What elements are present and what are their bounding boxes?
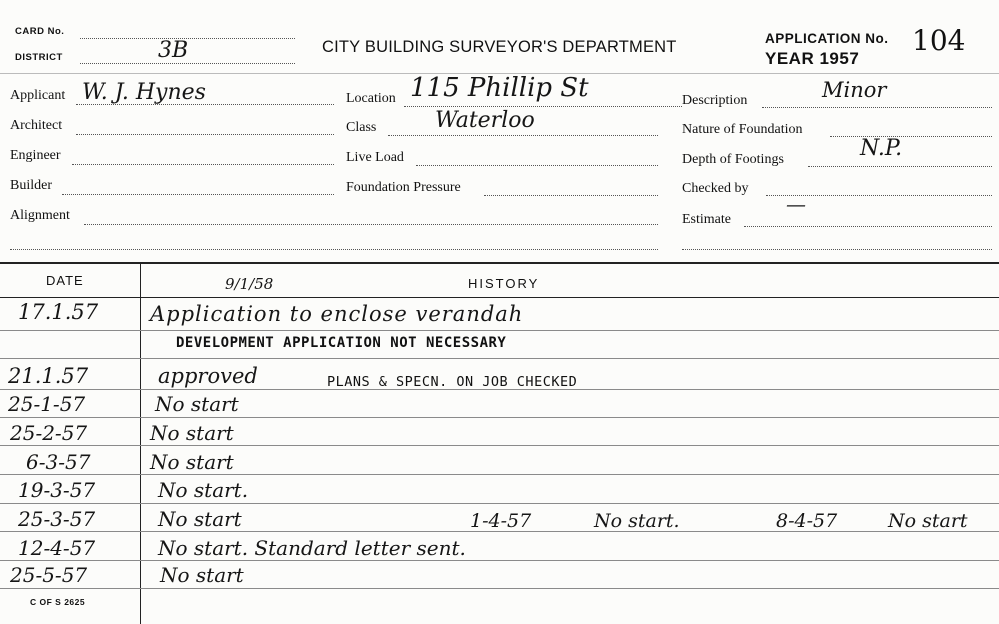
applicant-value: W. J. Hynes xyxy=(82,80,206,105)
checked-by-label: Checked by xyxy=(682,181,749,196)
history-row-date: 25-1-57 xyxy=(8,392,86,416)
department-title: CITY BUILDING SURVEYOR'S DEPARTMENT xyxy=(322,38,677,56)
district-label: DISTRICT xyxy=(15,52,63,63)
nature-of-foundation-label: Nature of Foundation xyxy=(682,122,803,137)
alignment-label: Alignment xyxy=(10,208,70,223)
district-value: 3B xyxy=(158,38,189,63)
history-row-date: 25-2-57 xyxy=(10,421,88,445)
description-label: Description xyxy=(682,93,748,108)
live-load-line xyxy=(416,165,658,166)
nature-of-foundation-line xyxy=(830,136,992,137)
row-rule xyxy=(0,474,999,475)
history-row-entry: No start xyxy=(158,507,242,531)
form-code: C OF S 2625 xyxy=(30,597,86,607)
extra-entry-date: 1-4-57 xyxy=(470,510,532,532)
alignment-line xyxy=(84,224,658,225)
architect-label: Architect xyxy=(10,118,63,133)
history-header-rule xyxy=(0,297,999,298)
blank-line xyxy=(10,249,658,250)
date-column-divider xyxy=(140,262,141,624)
architect-line xyxy=(76,134,334,135)
estimate-line xyxy=(744,226,992,227)
history-header-note: 9/1/58 xyxy=(225,275,274,293)
row-rule xyxy=(0,560,999,561)
district-line xyxy=(80,63,295,64)
class-value: Waterloo xyxy=(435,108,535,133)
blank-line-right xyxy=(682,249,992,250)
history-row-date: 21.1.57 xyxy=(8,364,89,388)
extra-entry-text: No start. xyxy=(594,510,680,532)
estimate-value: — xyxy=(786,192,806,216)
engineer-label: Engineer xyxy=(10,148,61,163)
foundation-pressure-line xyxy=(484,195,658,196)
history-row-date: 6-3-57 xyxy=(26,450,91,474)
date-header: DATE xyxy=(46,273,84,288)
description-value: Minor xyxy=(822,78,887,102)
location-label: Location xyxy=(346,91,396,106)
application-number: 104 xyxy=(912,24,966,57)
history-header: HISTORY xyxy=(468,276,540,291)
history-row-entry: No start xyxy=(155,392,239,416)
row-rule xyxy=(0,330,999,331)
history-row-typed: DEVELOPMENT APPLICATION NOT NECESSARY xyxy=(176,335,507,351)
row-rule xyxy=(0,445,999,446)
depth-of-footings-label: Depth of Footings xyxy=(682,152,784,167)
class-label: Class xyxy=(346,120,377,135)
class-line xyxy=(388,135,658,136)
extra-entry-date: 8-4-57 xyxy=(776,510,838,532)
history-row-date: 25-3-57 xyxy=(18,507,96,531)
history-row-entry: No start xyxy=(160,563,244,587)
history-row-date: 19-3-57 xyxy=(18,478,96,502)
live-load-label: Live Load xyxy=(346,150,404,165)
history-row-entry: No start xyxy=(150,421,234,445)
history-row-entry: approved xyxy=(158,364,258,388)
card-no-label: CARD No. xyxy=(15,26,65,37)
description-line xyxy=(762,107,992,108)
history-top-rule xyxy=(0,262,999,264)
depth-of-footings-value: N.P. xyxy=(860,136,903,161)
extra-entry-text: No start xyxy=(888,510,968,532)
location-value: 115 Phillip St xyxy=(410,73,589,103)
history-row-date: 17.1.57 xyxy=(18,300,99,324)
history-row-entry: No start. Standard letter sent. xyxy=(158,536,466,560)
builder-line xyxy=(62,194,334,195)
estimate-label: Estimate xyxy=(682,212,731,227)
foundation-pressure-label: Foundation Pressure xyxy=(346,180,461,195)
history-row-date: 25-5-57 xyxy=(10,563,88,587)
history-row-entry: Application to enclose verandah xyxy=(150,302,524,326)
row-rule xyxy=(0,503,999,504)
location-line xyxy=(404,106,682,107)
history-row-entry: No start. xyxy=(158,478,249,502)
row-rule xyxy=(0,588,999,589)
row-rule xyxy=(0,358,999,359)
history-row-typed: PLANS & SPECN. ON JOB CHECKED xyxy=(327,374,578,390)
applicant-label: Applicant xyxy=(10,88,66,103)
row-rule xyxy=(0,417,999,418)
history-row-entry: No start xyxy=(150,450,234,474)
application-label: APPLICATION No. xyxy=(765,31,889,46)
history-row-date: 12-4-57 xyxy=(18,536,96,560)
year-label: YEAR 1957 xyxy=(765,49,860,68)
depth-of-footings-line xyxy=(808,166,992,167)
builder-label: Builder xyxy=(10,178,52,193)
engineer-line xyxy=(72,164,334,165)
